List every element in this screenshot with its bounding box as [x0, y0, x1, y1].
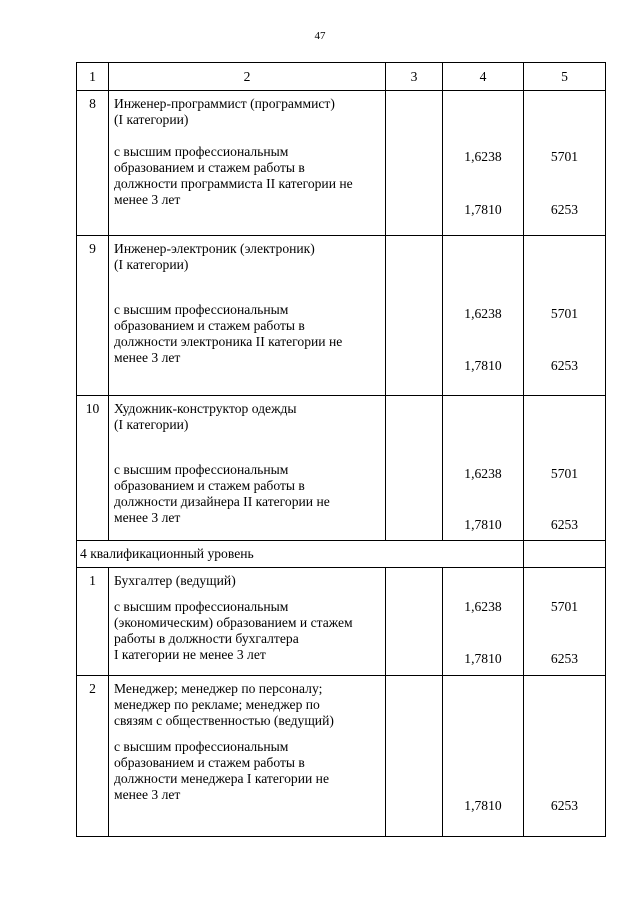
position-title-line: Менеджер; менеджер по персоналу; — [114, 681, 323, 696]
condition-line: менее 3 лет — [114, 787, 181, 802]
salary-value: 6253 — [550, 358, 579, 373]
coefficient-value: 1,6238 — [464, 149, 502, 164]
position-title-line: (I категории) — [114, 112, 189, 127]
empty-cell — [386, 236, 443, 396]
coefficient-value: 1,6238 — [464, 599, 502, 614]
position-title-line: (I категории) — [114, 257, 189, 272]
coefficient-value: 1,7810 — [464, 517, 502, 532]
condition-line: образованием и стажем работы в — [114, 318, 305, 333]
table-row — [77, 676, 606, 837]
condition-line: менее 3 лет — [114, 350, 181, 365]
empty-cell — [386, 396, 443, 541]
coefficient-value: 1,7810 — [464, 202, 502, 217]
condition-line: менее 3 лет — [114, 510, 181, 525]
position-title-line: Инженер-программист (программист) — [114, 96, 335, 111]
salary-value: 5701 — [550, 149, 579, 164]
column-header: 1 — [77, 63, 109, 91]
condition-line: I категории не менее 3 лет — [114, 647, 266, 662]
column-header: 2 — [109, 63, 386, 91]
condition-line: менее 3 лет — [114, 192, 181, 207]
condition-line: должности дизайнера II категории не — [114, 494, 330, 509]
salary-value: 6253 — [550, 517, 579, 532]
position-title-line: связям с общественностью (ведущий) — [114, 713, 334, 728]
row-number: 1 — [77, 568, 109, 676]
row-number: 10 — [77, 396, 109, 541]
coefficient-cell — [443, 396, 524, 541]
salary-table — [76, 62, 606, 837]
table-row — [77, 568, 606, 676]
position-cell — [109, 568, 386, 676]
row-number: 2 — [77, 676, 109, 837]
condition-line: с высшим профессиональным — [114, 144, 289, 159]
column-header: 3 — [386, 63, 443, 91]
coefficient-cell — [443, 676, 524, 837]
table-header-row — [77, 63, 606, 91]
condition-line: с высшим профессиональным — [114, 462, 289, 477]
coefficient-value: 1,6238 — [464, 466, 502, 481]
table-row — [77, 91, 606, 236]
coefficient-cell — [443, 568, 524, 676]
position-cell — [109, 676, 386, 837]
condition-line: с высшим профессиональным — [114, 739, 289, 754]
salary-value: 5701 — [550, 466, 579, 481]
position-title-line: Бухгалтер (ведущий) — [114, 573, 236, 588]
qualification-level-row — [77, 541, 606, 568]
salary-value: 6253 — [550, 202, 579, 217]
empty-cell — [386, 676, 443, 837]
condition-line: должности менеджера I категории не — [114, 771, 329, 786]
condition-line: должности программиста II категории не — [114, 176, 353, 191]
empty-cell — [386, 91, 443, 236]
condition-line: работы в должности бухгалтера — [114, 631, 299, 646]
condition-line: образованием и стажем работы в — [114, 755, 305, 770]
row-number: 8 — [77, 91, 109, 236]
coefficient-value: 1,7810 — [464, 651, 502, 666]
empty-cell — [524, 541, 606, 568]
salary-cell — [524, 91, 606, 236]
position-title-line: Инженер-электроник (электроник) — [114, 241, 315, 256]
column-header: 4 — [443, 63, 524, 91]
salary-cell — [524, 676, 606, 837]
column-header: 5 — [524, 63, 606, 91]
salary-value: 5701 — [550, 306, 579, 321]
position-title-line: Художник-конструктор одежды — [114, 401, 297, 416]
coefficient-cell — [443, 236, 524, 396]
position-cell — [109, 396, 386, 541]
salary-value: 6253 — [550, 798, 579, 813]
empty-cell — [386, 568, 443, 676]
coefficient-value: 1,7810 — [464, 358, 502, 373]
qualification-level-label: 4 квалификационный уровень — [77, 541, 524, 568]
position-title-line: менеджер по рекламе; менеджер по — [114, 697, 320, 712]
salary-cell — [524, 396, 606, 541]
condition-line: с высшим профессиональным — [114, 599, 289, 614]
position-title-line: (I категории) — [114, 417, 189, 432]
page-number: 47 — [314, 30, 326, 42]
condition-line: образованием и стажем работы в — [114, 160, 305, 175]
coefficient-cell — [443, 91, 524, 236]
coefficient-value: 1,7810 — [464, 798, 502, 813]
condition-line: должности электроника II категории не — [114, 334, 343, 349]
salary-cell — [524, 236, 606, 396]
position-cell — [109, 236, 386, 396]
condition-line: (экономическим) образованием и стажем — [114, 615, 353, 630]
row-number: 9 — [77, 236, 109, 396]
table-row — [77, 236, 606, 396]
salary-cell — [524, 568, 606, 676]
salary-value: 5701 — [550, 599, 579, 614]
position-cell — [109, 91, 386, 236]
coefficient-value: 1,6238 — [464, 306, 502, 321]
condition-line: с высшим профессиональным — [114, 302, 289, 317]
table-row — [77, 396, 606, 541]
condition-line: образованием и стажем работы в — [114, 478, 305, 493]
salary-value: 6253 — [550, 651, 579, 666]
